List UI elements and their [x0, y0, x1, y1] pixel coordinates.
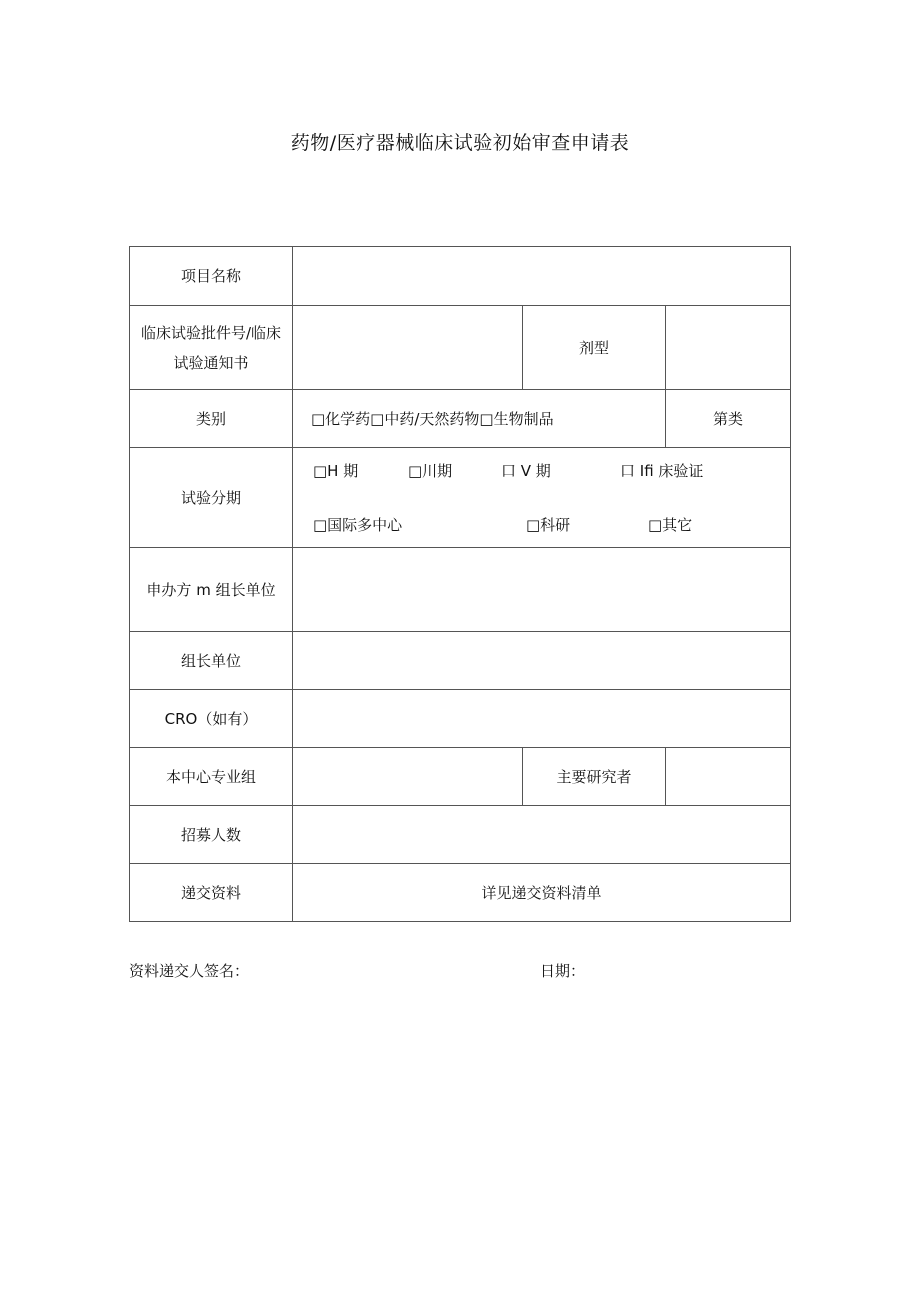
- project-name-field[interactable]: [293, 247, 791, 306]
- phase-option-v[interactable]: 口 V 期: [501, 462, 551, 480]
- approval-label-line2: 试验通知书: [173, 353, 249, 372]
- category-label: 类别: [130, 390, 293, 448]
- principal-investigator-label: 主要研究者: [523, 748, 666, 806]
- enrollment-field[interactable]: [293, 806, 791, 864]
- row-phase: [130, 448, 791, 548]
- center-group-field[interactable]: [293, 748, 523, 806]
- principal-investigator-field[interactable]: [666, 748, 791, 806]
- cro-label: CRO（如有）: [130, 690, 293, 748]
- submission-value: 详见递交资料清单: [293, 864, 791, 922]
- sponsor-label: 申办方 m 组长单位: [130, 548, 293, 632]
- leader-unit-label: 组长单位: [130, 632, 293, 690]
- row-category: [130, 390, 791, 448]
- row-submission: [130, 864, 791, 922]
- phase-options: [293, 448, 791, 548]
- phase-option-multicenter[interactable]: □国际多中心: [313, 516, 403, 534]
- sponsor-field[interactable]: [293, 548, 791, 632]
- enrollment-label: 招募人数: [130, 806, 293, 864]
- project-name-label: 项目名称: [130, 247, 293, 306]
- phase-option-h[interactable]: □H 期: [313, 462, 359, 480]
- approval-label-line1: 临床试验批件号/临床: [140, 323, 282, 342]
- phase-option-chuan[interactable]: □川期: [408, 462, 453, 480]
- row-center-group: [130, 748, 791, 806]
- leader-unit-field[interactable]: [293, 632, 791, 690]
- row-leader: [130, 632, 791, 690]
- submission-label: 递交资料: [130, 864, 293, 922]
- approval-number-label: [130, 306, 293, 390]
- category-class-label: 第类: [666, 390, 791, 448]
- row-cro: [130, 690, 791, 748]
- center-group-label: 本中心专业组: [130, 748, 293, 806]
- phase-option-research[interactable]: □科研: [526, 516, 571, 534]
- date-label: 日期：: [540, 962, 586, 980]
- approval-number-field[interactable]: [293, 306, 523, 390]
- form-title: 药物/医疗器械临床试验初始审查申请表: [290, 132, 630, 154]
- application-form-table: [129, 246, 791, 922]
- row-sponsor: [130, 548, 791, 632]
- row-approval: [130, 306, 791, 390]
- dosage-form-label: 剂型: [523, 306, 666, 390]
- signer-label: 资料递交人签名：: [129, 962, 250, 980]
- phase-label: 试验分期: [130, 448, 293, 548]
- row-enrollment: [130, 806, 791, 864]
- dosage-form-field[interactable]: [666, 306, 791, 390]
- phase-option-other[interactable]: □其它: [648, 516, 693, 534]
- phase-option-ifi[interactable]: 口 Ifi 床验证: [620, 462, 704, 480]
- row-project-name: [130, 247, 791, 306]
- category-options[interactable]: □化学药□中药/天然药物□生物制品: [293, 390, 666, 448]
- cro-field[interactable]: [293, 690, 791, 748]
